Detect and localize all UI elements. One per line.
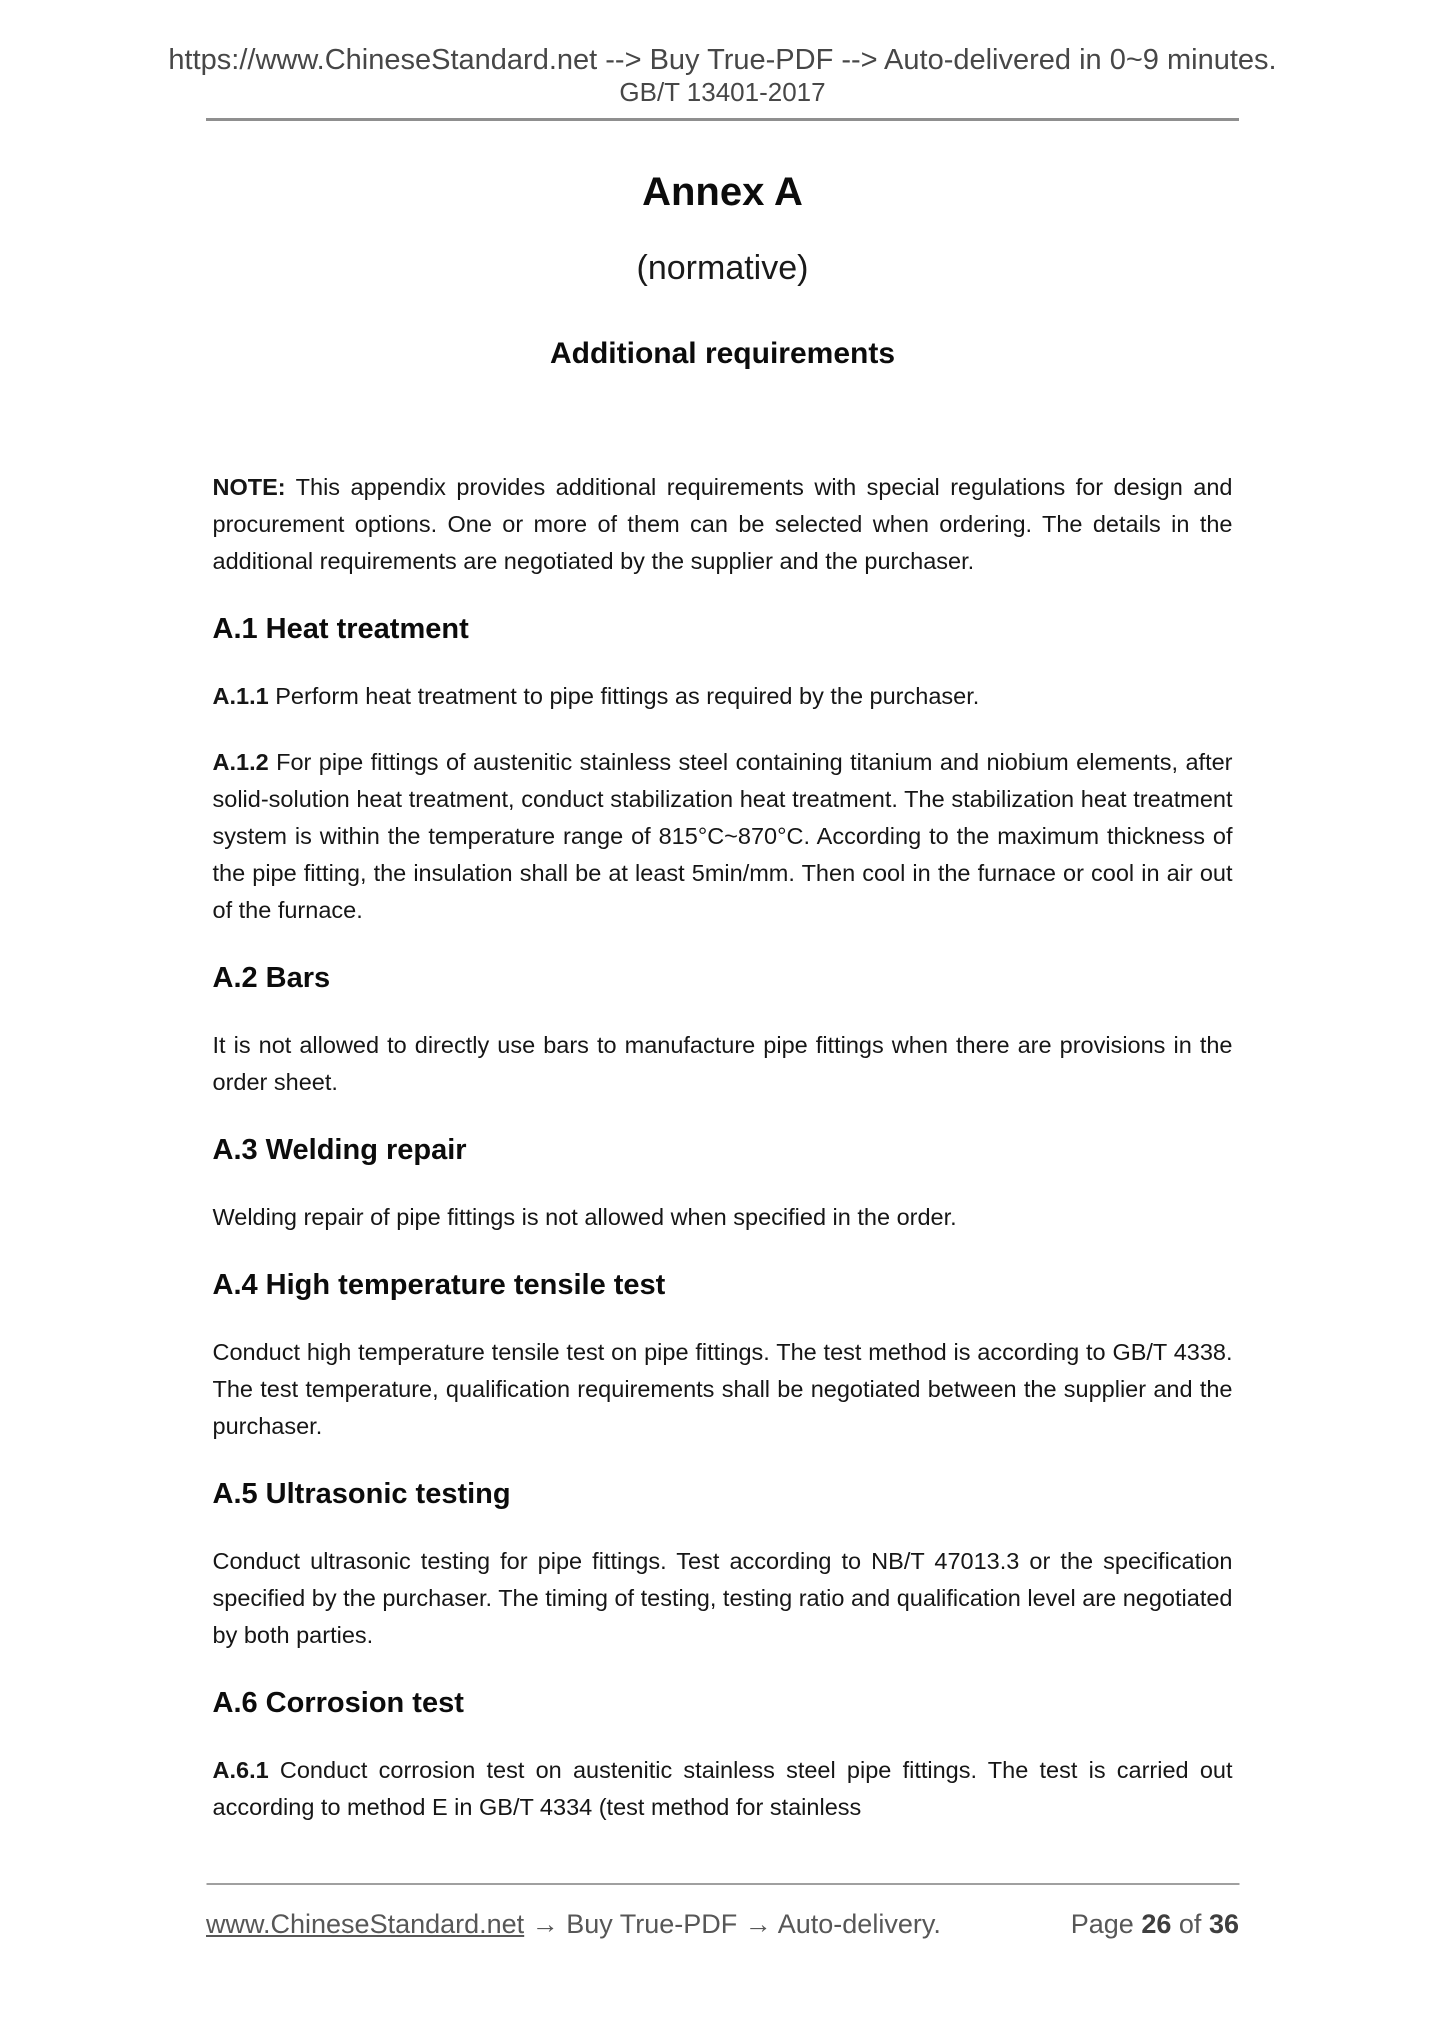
section-heading-a2: A.2 Bars bbox=[212, 962, 331, 994]
page-number-total: 36 bbox=[1208, 1909, 1239, 1939]
page-footer bbox=[206, 1883, 1239, 1941]
paragraph-label-a1-2: A.1.2 bbox=[212, 749, 269, 775]
paragraph-a3 bbox=[213, 1199, 1233, 1236]
paragraph-text-a6-1: Conduct corrosion test on austenitic stainless steel pipe fittings. The test is carried out according to method E in GB/T 4334 (test method for stainless bbox=[212, 1757, 1233, 1820]
section-a4 bbox=[213, 1265, 1233, 1445]
of-label: of bbox=[1178, 1909, 1202, 1939]
paragraph-a4 bbox=[213, 1334, 1233, 1445]
section-a1 bbox=[213, 609, 1233, 929]
paragraph-text-a1-2: For pipe fittings of austenitic stainless steel containing titanium and niobium elements, after solid-solution heat treatment, conduct stabilization heat treatment. The stabilization heat treatment system is within the temperature range of 815°C~870°C. According to the maximum thickness of the pipe fitting, the insulation shall be at least 5min/mm. Then cool in the furnace or cool in air out of the furnace. bbox=[212, 749, 1233, 923]
paragraph-label-a6-1: A.6.1 bbox=[212, 1757, 269, 1783]
page-label: Page bbox=[1070, 1909, 1134, 1939]
header-url-text: https://www.ChineseStandard.net --> Buy True-PDF --> Auto-delivered in 0~9 minutes. bbox=[168, 44, 1277, 76]
page-number-current: 26 bbox=[1141, 1909, 1172, 1939]
annex-title: Annex A bbox=[642, 170, 803, 214]
paragraph-text-a4: Conduct high temperature tensile test on pipe fittings. The test method is according to GB/T 4338. The test temperature, qualification requirements shall be negotiated between the supplier and the purchaser. bbox=[212, 1339, 1233, 1439]
footer-divider bbox=[206, 1883, 1239, 1885]
page-indicator bbox=[1071, 1907, 1239, 1941]
document-subtitle: Additional requirements bbox=[549, 337, 896, 370]
note-paragraph bbox=[213, 469, 1233, 580]
section-heading-a6: A.6 Corrosion test bbox=[212, 1687, 464, 1719]
header-standard-code: GB/T 13401-2017 bbox=[619, 77, 826, 107]
paragraph-a5 bbox=[213, 1543, 1233, 1654]
paragraph-a1-1 bbox=[213, 678, 1233, 715]
section-a5 bbox=[213, 1474, 1233, 1654]
footer-tail-text: → Buy True-PDF → Auto-delivery. bbox=[531, 1909, 941, 1939]
footer-left bbox=[206, 1907, 941, 1941]
section-a3 bbox=[213, 1130, 1233, 1236]
note-text: This appendix provides additional requirements with special regulations for design and procurement options. One or more of them can be selected when ordering. The details in the additional requirements are negotiated by the supplier and the purchaser. bbox=[212, 474, 1233, 574]
document-body bbox=[213, 168, 1233, 1826]
section-heading-a1: A.1 Heat treatment bbox=[212, 613, 469, 645]
header-divider bbox=[206, 118, 1239, 121]
paragraph-text-a1-1: Perform heat treatment to pipe fittings as required by the purchaser. bbox=[275, 683, 980, 709]
section-a2 bbox=[213, 958, 1233, 1101]
section-heading-a4: A.4 High temperature tensile test bbox=[212, 1269, 666, 1301]
section-heading-a5: A.5 Ultrasonic testing bbox=[212, 1478, 511, 1510]
section-a6 bbox=[213, 1683, 1233, 1826]
paragraph-a6-1 bbox=[213, 1752, 1233, 1826]
paragraph-a2 bbox=[213, 1027, 1233, 1101]
section-heading-a3: A.3 Welding repair bbox=[212, 1134, 467, 1166]
paragraph-a1-2 bbox=[213, 744, 1233, 929]
note-label: NOTE: bbox=[212, 474, 286, 500]
paragraph-text-a2: It is not allowed to directly use bars to manufacture pipe fittings when there are provisions in the order sheet. bbox=[212, 1032, 1233, 1095]
paragraph-label-a1-1: A.1.1 bbox=[212, 683, 269, 709]
paragraph-text-a3: Welding repair of pipe fittings is not allowed when specified in the order. bbox=[212, 1204, 957, 1230]
paragraph-text-a5: Conduct ultrasonic testing for pipe fittings. Test according to NB/T 47013.3 or the specification specified by the purchaser. The timing of testing, testing ratio and qualification level are negotiated by both parties. bbox=[212, 1548, 1233, 1648]
normative-designation: (normative) bbox=[636, 249, 809, 287]
page-header bbox=[0, 0, 1445, 121]
footer-site-link[interactable]: www.ChineseStandard.net bbox=[206, 1909, 525, 1939]
